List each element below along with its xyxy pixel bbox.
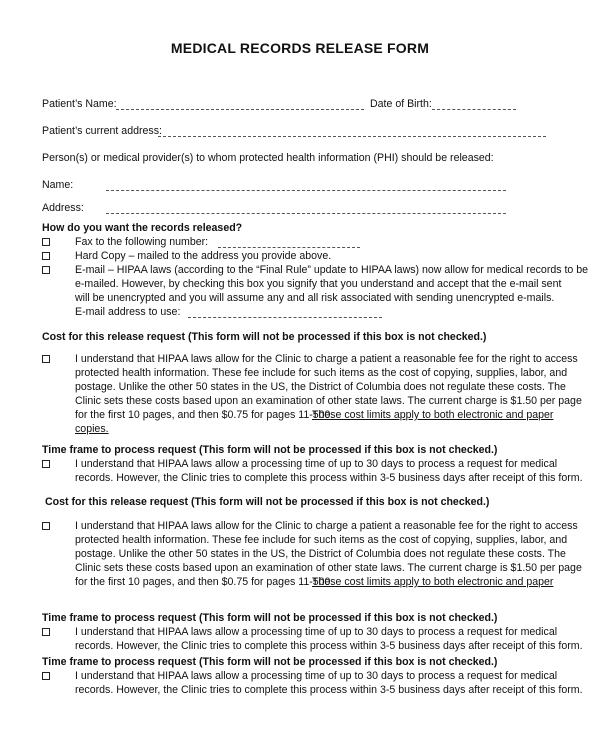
cost-text-line: Clinic sets these costs based upon an examination of other state laws. The current charge is $1.50 per page [75,562,582,574]
patient-address-label: Patient’s current address: [42,125,162,137]
time-text-line: I understand that HIPAA laws allow a processing time of up to 30 days to process a request for medical [75,626,558,638]
cost-heading: Cost for this release request (This form will not be processed if this box is not checked.) [42,331,487,343]
dob-field[interactable] [432,100,516,110]
hardcopy-label: Hard Copy – mailed to the address you provide above. [75,250,332,262]
cost-checkbox[interactable] [42,355,50,363]
cost-text-line: for the first 10 pages, and then $0.75 for pages 11-500. [75,409,334,421]
recipient-name-field[interactable] [106,181,506,191]
time-heading: Time frame to process request (This form will not be processed if this box is not checked.) [42,612,498,624]
fax-label: Fax to the following number: [75,236,209,248]
cost-text-line: postage. Unlike the other 50 states in the US, the District of Columbia does not regulate these costs. The [75,381,566,393]
time-text-line: I understand that HIPAA laws allow a processing time of up to 30 days to process a request for medical [75,458,558,470]
dob-label: Date of Birth: [370,98,432,110]
cost-text-line: postage. Unlike the other 50 states in the US, the District of Columbia does not regulate these costs. The [75,548,566,560]
cost-checkbox[interactable] [42,522,50,530]
cost-text-line: for the first 10 pages, and then $0.75 for pages 11-500. [75,576,334,588]
hardcopy-checkbox[interactable] [42,252,50,260]
recipient-address-field[interactable] [106,204,506,214]
cost-text-line: I understand that HIPAA laws allow for the Clinic to charge a patient a reasonable fee for the right to access [75,520,578,532]
email-line: E-mail – HIPAA laws (according to the “Final Rule” update to HIPAA laws) now allow for medical records to be [75,264,589,276]
email-address-label: E-mail address to use: [75,306,181,318]
cost-underlined-note: These cost limits apply to both electronic and paper [312,409,554,421]
time-checkbox[interactable] [42,460,50,468]
time-checkbox[interactable] [42,672,50,680]
time-heading: Time frame to process request (This form will not be processed if this box is not checked.) [42,444,498,456]
fax-number-field[interactable] [218,238,360,248]
patient-name-label: Patient’s Name: [42,98,117,110]
email-line: will be unencrypted and you will assume any and all risk associated with sending unencrypted e-mails. [75,292,555,304]
recipient-intro: Person(s) or medical provider(s) to whom protected health information (PHI) should be released: [42,152,494,164]
recipient-address-label: Address: [42,202,84,214]
time-text-line: records. However, the Clinic tries to complete this process within 3-5 business days after receipt of this form. [75,684,583,696]
cost-text-line: protected health information. These fee include for such items as the cost of copying, supplies, labor, and [75,534,568,546]
email-address-field[interactable] [188,308,382,318]
cost-underlined-note: These cost limits apply to both electronic and paper [312,576,554,588]
recipient-name-label: Name: [42,179,74,191]
cost-text-line: protected health information. These fee include for such items as the cost of copying, supplies, labor, and [75,367,568,379]
time-text-line: records. However, the Clinic tries to complete this process within 3-5 business days after receipt of this form. [75,640,583,652]
time-heading: Time frame to process request (This form will not be processed if this box is not checked.) [42,656,498,668]
time-checkbox[interactable] [42,628,50,636]
cost-underlined-note: copies. [75,423,109,435]
cost-text-line: Clinic sets these costs based upon an examination of other state laws. The current charge is $1.50 per page [75,395,582,407]
patient-name-field[interactable] [116,100,364,110]
patient-address-field[interactable] [158,127,546,137]
form-title: MEDICAL RECORDS RELEASE FORM [170,40,430,56]
email-line: e-mailed. However, by checking this box you signify that you understand and accept that the e-mail sent [75,278,562,290]
time-text-line: I understand that HIPAA laws allow a processing time of up to 30 days to process a request for medical [75,670,558,682]
email-checkbox[interactable] [42,266,50,274]
cost-heading: Cost for this release request (This form will not be processed if this box is not checked.) [45,496,490,508]
release-method-heading: How do you want the records released? [42,222,243,234]
fax-checkbox[interactable] [42,238,50,246]
cost-text-line: I understand that HIPAA laws allow for the Clinic to charge a patient a reasonable fee for the right to access [75,353,578,365]
time-text-line: records. However, the Clinic tries to complete this process within 3-5 business days after receipt of this form. [75,472,583,484]
